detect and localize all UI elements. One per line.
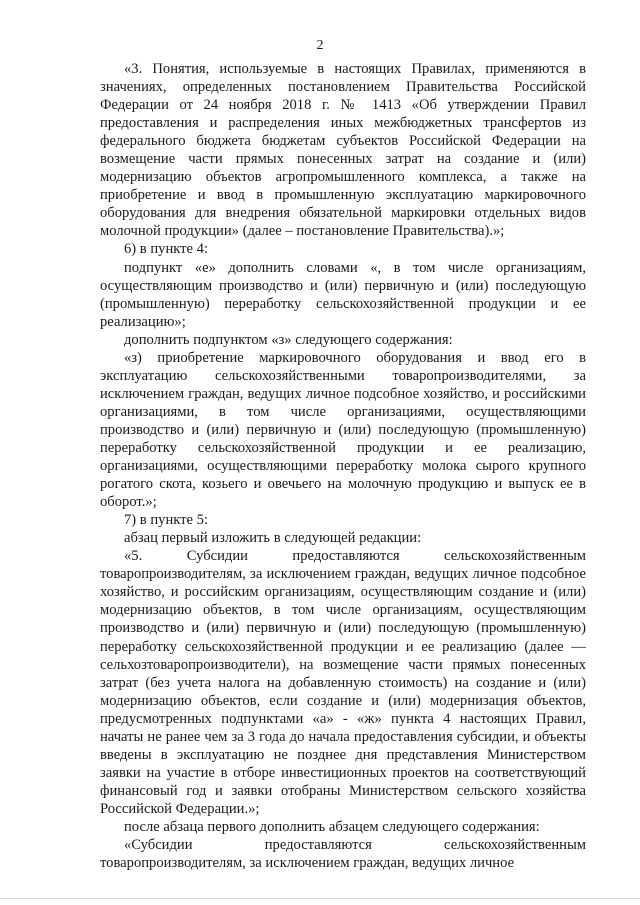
paragraph-subsidies-continued: «Субсидии предоставляются сельскохозяйственным товаропроизводителям, за исключением граждан, ведущих личное <box>100 837 586 872</box>
paragraph-subitem-e: подпункт «е» дополнить словами «, в том числе организациям, осуществляющим производство и (или) первичную и (или) последующую (промышленную) переработку сельскохозяйственной продукции и ее реализацию»; <box>100 259 586 330</box>
paragraph-definitions: «3. Понятия, используемые в настоящих Правилах, применяются в значениях, определенных постановлением Правительства Российской Федерации от 24 ноября 2018 г. № 1413 «Об утверждении Правил предоставления и распределения иных межбюджетных трансфертов из федерального бюджета бюджетам субъектов Российской Федерации на возмещение части прямых понесенных затрат на создание и (или) модернизацию объектов агропромышленного комплекса, а также на приобретение и ввод в промышленную эксплуатацию маркировочного оборудования для внедрения обязательной маркировки отдельных видов молочной продукции» (далее – постановление Правительства).»; <box>100 61 586 240</box>
paragraph-item-7: 7) в пункте 5: <box>124 512 209 529</box>
paragraph-add-subitem-z: дополнить подпунктом «з» следующего содержания: <box>124 331 453 348</box>
page-number: 2 <box>316 38 324 53</box>
paragraph-subitem-z-text: «з) приобретение маркировочного оборудования и ввод его в эксплуатацию сельскохозяйственными товаропроизводителями, за исключением граждан, ведущих личное подсобное хозяйство, и российскими организациями, в том числе организациями, осуществляющими производство и (или) первичную и (или) последующую (промышленную) переработку сельскохозяйственной продукции и ее реализацию, организациями, осуществляющими переработку молока сырого крупного рогатого скота, козьего и овечьего на молочную продукцию и выпуск ее в оборот.»; <box>100 349 586 511</box>
page-bottom-edge <box>0 898 640 899</box>
paragraph-after-first-abzac: после абзаца первого дополнить абзацем следующего содержания: <box>124 818 540 835</box>
paragraph-item-5-text: «5. Субсидии предоставляются сельскохозяйственным товаропроизводителям, за исключением граждан, ведущих личное подсобное хозяйство, и российским организациям, осуществляющим создание и (или) модернизацию объектов, в том числе организациям, осуществляющим производство и (или) первичную и (или) последующую (промышленную) переработку сельскохозяйственной продукции и ее реализацию (далее — сельхозтоваропроизводители), на возмещение части прямых понесенных затрат (без учета налога на добавленную стоимость) на создание и (или) модернизацию объектов, если создание и (или) модернизация объектов, предусмотренных подпунктами «а» - «ж» пункта 4 настоящих Правил, начаты не ранее чем за 3 года до начала предоставления субсидии, и объекты введены в эксплуатацию не позднее дня представления Министерством заявки на участие в отборе инвестиционных проектов на соответствующий финансовый год и заявки отобраны Министерством сельского хозяйства Российской Федерации.»; <box>100 548 586 817</box>
paragraph-first-abzac: абзац первый изложить в следующей редакции: <box>124 530 422 547</box>
paragraph-item-6: 6) в пункте 4: <box>124 241 209 258</box>
document-body <box>100 60 586 872</box>
